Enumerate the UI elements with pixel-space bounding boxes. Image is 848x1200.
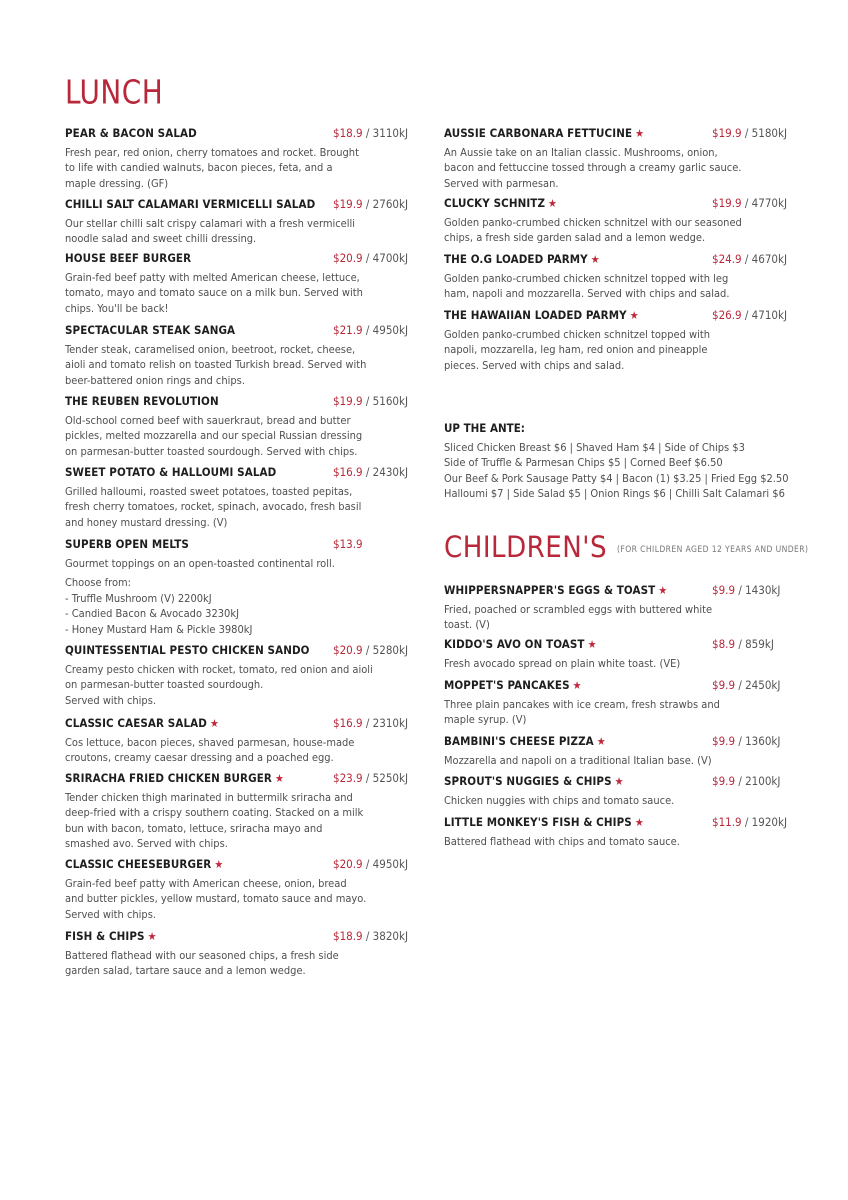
menu-item-header — [444, 815, 788, 831]
menu-item-name — [444, 196, 557, 210]
price-amount: $20.9 — [333, 643, 363, 657]
menu-item-name-text: FISH & CHIPS — [65, 929, 145, 943]
price-amount: $18.9 — [333, 929, 363, 943]
menu-item-description — [65, 556, 407, 637]
menu-item-description — [444, 753, 784, 768]
description-line: Gourmet toppings on an open-toasted continental roll. — [65, 557, 335, 570]
price-amount: $11.9 — [712, 815, 742, 829]
menu-item-price — [333, 197, 408, 211]
description-line: garden salad, tartare sauce and a lemon wedge. — [65, 964, 306, 978]
menu-item — [444, 252, 788, 302]
description-line: noodle salad and sweet chilli dressing. — [65, 232, 257, 246]
energy-kj: / 2430kJ — [362, 465, 409, 479]
menu-item — [65, 323, 407, 388]
ante-title: UP THE ANTE: — [444, 421, 525, 435]
menu-item-name — [444, 734, 606, 748]
star-icon: ★ — [587, 638, 597, 651]
menu-item — [444, 196, 788, 246]
price-amount: $21.9 — [333, 323, 363, 337]
star-icon: ★ — [590, 253, 600, 266]
menu-item-header — [65, 857, 407, 873]
menu-item-description — [65, 270, 407, 316]
star-icon: ★ — [635, 127, 645, 140]
description-line: Served with chips. — [65, 907, 156, 921]
choose-option: - Candied Bacon & Avocado 3230kJ — [65, 607, 239, 621]
star-icon: ★ — [209, 717, 219, 730]
menu-item-name — [444, 126, 644, 140]
menu-item-name — [65, 394, 219, 408]
menu-item — [65, 197, 407, 247]
description-line: to life with candied walnuts, bacon pieces, feta, and a — [65, 161, 333, 175]
description-line: Tender chicken thigh marinated in buttermilk sriracha and — [65, 791, 353, 804]
menu-item-price — [333, 537, 363, 551]
menu-item-name — [65, 929, 157, 943]
menu-item-price — [333, 323, 408, 337]
energy-kj: / 4670kJ — [741, 252, 788, 266]
description-line: chips, a fresh side garden salad and a lemon wedge. — [444, 231, 706, 245]
menu-item-name — [65, 643, 310, 657]
menu-item-name-text: MOPPET'S PANCAKES — [444, 678, 570, 692]
menu-item-description — [444, 327, 784, 373]
ante-line: Side of Truffle & Parmesan Chips $5 | Corned Beef $6.50 — [444, 456, 723, 470]
description-line: An Aussie take on an Italian classic. Mushrooms, onion, — [444, 146, 718, 159]
price-amount: $19.9 — [712, 196, 742, 210]
description-line: Golden panko-crumbed chicken schnitzel topped with leg — [444, 272, 729, 285]
description-line: toast. (V) — [444, 618, 490, 632]
menu-item — [65, 929, 407, 979]
menu-item-description — [444, 271, 784, 302]
menu-item-description — [65, 342, 407, 388]
menu-item-description — [65, 948, 407, 979]
menu-item — [65, 643, 407, 708]
menu-item-name — [65, 465, 276, 479]
price-amount: $16.9 — [333, 716, 363, 730]
menu-item-name-text: THE O.G LOADED PARMY — [444, 252, 588, 266]
energy-kj: / 4950kJ — [362, 857, 409, 871]
menu-item-header — [65, 126, 407, 142]
description-line: Battered flathead with chips and tomato sauce. — [444, 835, 680, 848]
menu-item-name-text: KIDDO'S AVO ON TOAST — [444, 637, 585, 651]
star-icon: ★ — [572, 679, 582, 692]
menu-item-name — [444, 583, 667, 597]
price-amount: $20.9 — [333, 251, 363, 265]
menu-item-header — [444, 734, 784, 750]
choose-option: Choose from: — [65, 576, 132, 590]
menu-item-description — [65, 735, 407, 766]
energy-kj: / 5280kJ — [362, 643, 409, 657]
menu-item-price — [333, 771, 408, 785]
price-amount: $19.9 — [712, 126, 742, 140]
description-line: Served with parmesan. — [444, 176, 559, 190]
menu-item — [444, 126, 788, 191]
menu-item-header — [65, 323, 407, 339]
star-icon: ★ — [614, 775, 624, 788]
price-amount: $24.9 — [712, 252, 742, 266]
menu-item-price — [712, 734, 780, 748]
description-line: smashed avo. Served with chips. — [65, 837, 228, 851]
menu-item-name — [444, 252, 600, 266]
energy-kj: / 3110kJ — [362, 126, 409, 140]
description-line: Grain-fed beef patty with melted American cheese, lettuce, — [65, 271, 360, 284]
menu-item-price — [333, 643, 408, 657]
menu-item-price — [712, 678, 780, 692]
description-line: tomato, mayo and tomato sauce on a milk bun. Served with — [65, 286, 363, 300]
price-amount: $23.9 — [333, 771, 363, 785]
energy-kj: / 1920kJ — [741, 815, 788, 829]
menu-item — [444, 774, 784, 808]
description-line: Chicken nuggies with chips and tomato sauce. — [444, 794, 675, 807]
menu-item-name — [444, 678, 582, 692]
menu-item-header — [444, 774, 784, 790]
menu-item — [65, 857, 407, 922]
energy-kj: / 4950kJ — [362, 323, 409, 337]
menu-item-name-text: QUINTESSENTIAL PESTO CHICKEN SANDO — [65, 643, 310, 657]
price-amount: $9.9 — [712, 678, 736, 692]
menu-item-header — [65, 716, 407, 732]
menu-item-name-text: WHIPPERSNAPPER'S EGGS & TOAST — [444, 583, 656, 597]
menu-item-description — [65, 216, 407, 247]
star-icon: ★ — [214, 858, 224, 871]
price-amount: $18.9 — [333, 126, 363, 140]
childrens-subtitle: (FOR CHILDREN AGED 12 YEARS AND UNDER) — [617, 545, 809, 555]
menu-item-price — [712, 583, 780, 597]
description-line: maple syrup. (V) — [444, 713, 527, 727]
childrens-title — [444, 530, 808, 564]
menu-item-header — [65, 771, 407, 787]
energy-kj: / 5250kJ — [362, 771, 409, 785]
menu-item-name-text: CLASSIC CAESAR SALAD — [65, 716, 207, 730]
description-line: Fried, poached or scrambled eggs with buttered white — [444, 603, 713, 616]
description-line: bacon and fettuccine tossed through a creamy garlic sauce. — [444, 161, 742, 175]
menu-item-name — [65, 251, 191, 265]
menu-item-header — [65, 537, 407, 553]
menu-item-description — [65, 876, 407, 922]
price-amount: $16.9 — [333, 465, 363, 479]
menu-item-name — [65, 771, 284, 785]
menu-item-name — [65, 323, 235, 337]
description-line: croutons, creamy caesar dressing and a poached egg. — [65, 751, 334, 765]
menu-item — [65, 126, 407, 191]
menu-item-description — [444, 834, 784, 849]
ante-line: Sliced Chicken Breast $6 | Shaved Ham $4 | Side of Chips $3 — [444, 441, 745, 454]
description-line: Golden panko-crumbed chicken schnitzel topped with — [444, 328, 710, 341]
menu-item-name — [444, 308, 639, 322]
menu-item-name-text: CHILLI SALT CALAMARI VERMICELLI SALAD — [65, 197, 316, 211]
description-line: Old-school corned beef with sauerkraut, bread and butter — [65, 414, 351, 427]
price-amount: $13.9 — [333, 537, 363, 551]
description-line: bun with bacon, tomato, lettuce, sriracha mayo and — [65, 821, 323, 835]
menu-item-header — [65, 394, 407, 410]
menu-item-header — [444, 678, 784, 694]
description-line: Our stellar chilli salt crispy calamari with a fresh vermicelli — [65, 217, 355, 230]
menu-item-name-text: THE HAWAIIAN LOADED PARMY — [444, 308, 627, 322]
choose-options — [65, 575, 407, 637]
menu-item-name — [444, 815, 644, 829]
star-icon: ★ — [596, 735, 606, 748]
description-line: and butter pickles, yellow mustard, tomato sauce and mayo. — [65, 892, 367, 906]
star-icon: ★ — [548, 197, 558, 210]
menu-item-price — [712, 815, 787, 829]
price-amount: $9.9 — [712, 734, 736, 748]
price-amount: $19.9 — [333, 197, 363, 211]
lunch-title: LUNCH — [65, 74, 164, 112]
energy-kj: / 4700kJ — [362, 251, 409, 265]
menu-item-name-text: SWEET POTATO & HALLOUMI SALAD — [65, 465, 277, 479]
menu-item-name — [65, 857, 223, 871]
menu-item-description — [65, 145, 407, 191]
description-line: Fresh pear, red onion, cherry tomatoes and rocket. Brought — [65, 146, 359, 159]
menu-item-header — [65, 197, 407, 213]
menu-item-price — [333, 394, 408, 408]
menu-item-description — [444, 145, 784, 191]
menu-item — [65, 537, 407, 637]
childrens-title-text: CHILDREN'S — [444, 530, 608, 564]
menu-item-header — [444, 308, 788, 324]
menu-item-name-text: BAMBINI'S CHEESE PIZZA — [444, 734, 594, 748]
description-line: Cos lettuce, bacon pieces, shaved parmesan, house-made — [65, 736, 355, 749]
menu-item-price — [333, 716, 408, 730]
menu-item-name-text: AUSSIE CARBONARA FETTUCINE — [444, 126, 633, 140]
menu-item-description — [444, 602, 784, 633]
description-line: chips. You'll be back! — [65, 301, 169, 315]
ante-lines — [444, 440, 789, 502]
ante-line: Halloumi $7 | Side Salad $5 | Onion Rings $6 | Chilli Salt Calamari $6 — [444, 487, 785, 501]
star-icon: ★ — [629, 309, 639, 322]
description-line: on parmesan-butter toasted sourdough. Served with chips. — [65, 444, 358, 458]
menu-item-description — [444, 793, 784, 808]
menu-item-header — [444, 637, 784, 653]
description-line: aioli and tomato relish on toasted Turkish bread. Served with — [65, 358, 367, 372]
description-line: Battered flathead with our seasoned chips, a fresh side — [65, 949, 339, 962]
menu-item-description — [65, 662, 407, 708]
energy-kj: / 1430kJ — [735, 583, 781, 597]
description-line: napoli, mozzarella, leg ham, red onion and pineapple — [444, 343, 708, 357]
energy-kj: / 3820kJ — [362, 929, 409, 943]
menu-item-name — [65, 126, 197, 140]
menu-item-price — [712, 774, 780, 788]
menu-item-name — [444, 774, 624, 788]
menu-item-name-text: SPECTACULAR STEAK SANGA — [65, 323, 236, 337]
ante-line: Our Beef & Pork Sausage Patty $4 | Bacon (1) $3.25 | Fried Egg $2.50 — [444, 471, 789, 485]
description-line: Grain-fed beef patty with American cheese, onion, bread — [65, 877, 347, 890]
star-icon: ★ — [634, 816, 644, 829]
menu-item-name-text: CLASSIC CHEESEBURGER — [65, 857, 212, 871]
menu-item-name-text: SRIRACHA FRIED CHICKEN BURGER — [65, 771, 272, 785]
description-line: deep-fried with a crispy southern coating. Stacked on a milk — [65, 806, 364, 820]
menu-item-name-text: HOUSE BEEF BURGER — [65, 251, 192, 265]
menu-item — [444, 583, 784, 633]
menu-item-price — [712, 308, 787, 322]
menu-item — [444, 734, 784, 768]
menu-item-name — [65, 537, 189, 551]
description-line: beer-battered onion rings and chips. — [65, 373, 245, 387]
menu-item — [444, 678, 784, 728]
energy-kj: / 2100kJ — [735, 774, 781, 788]
description-line: fresh cherry tomatoes, rocket, spinach, avocado, fresh basil — [65, 500, 362, 514]
energy-kj: / 4710kJ — [741, 308, 788, 322]
description-line: Fresh avocado spread on plain white toast. (VE) — [444, 657, 681, 670]
menu-item — [444, 637, 784, 671]
menu-item-name — [65, 197, 315, 211]
menu-item-header — [444, 196, 788, 212]
description-line: Grilled halloumi, roasted sweet potatoes, toasted pepitas, — [65, 485, 353, 498]
menu-item-header — [65, 929, 407, 945]
energy-kj: / 5160kJ — [362, 394, 409, 408]
menu-item-price — [712, 196, 787, 210]
menu-item-name — [65, 716, 219, 730]
menu-item-header — [65, 643, 407, 659]
menu-item-name-text: SUPERB OPEN MELTS — [65, 537, 189, 551]
menu-item-description — [444, 697, 784, 728]
description-line: Mozzarella and napoli on a traditional Italian base. (V) — [444, 754, 712, 767]
menu-item-price — [333, 465, 408, 479]
menu-item — [65, 465, 407, 530]
menu-item-price — [333, 857, 408, 871]
menu-item-description — [65, 484, 407, 530]
menu-item — [65, 251, 407, 316]
star-icon: ★ — [658, 584, 668, 597]
menu-item-price — [333, 929, 408, 943]
up-the-ante — [444, 421, 789, 502]
price-amount: $26.9 — [712, 308, 742, 322]
energy-kj: / 4770kJ — [741, 196, 788, 210]
price-amount: $20.9 — [333, 857, 363, 871]
menu-item-price — [712, 637, 774, 651]
energy-kj: / 2450kJ — [735, 678, 781, 692]
menu-item-name-text: PEAR & BACON SALAD — [65, 126, 197, 140]
price-amount: $19.9 — [333, 394, 363, 408]
menu-item-price — [712, 252, 787, 266]
price-amount: $8.9 — [712, 637, 736, 651]
description-line: on parmesan-butter toasted sourdough. — [65, 678, 264, 692]
description-line: and honey mustard dressing. (V) — [65, 515, 228, 529]
description-line: pieces. Served with chips and salad. — [444, 358, 625, 372]
description-line: Tender steak, caramelised onion, beetroot, rocket, cheese, — [65, 343, 356, 356]
energy-kj: / 2310kJ — [362, 716, 409, 730]
menu-item-description — [65, 790, 407, 852]
energy-kj: / 5180kJ — [741, 126, 788, 140]
menu-item-header — [444, 252, 788, 268]
description-line: maple dressing. (GF) — [65, 176, 169, 190]
menu-item — [444, 308, 788, 373]
menu-item-header — [444, 126, 788, 142]
menu-item — [444, 815, 788, 849]
menu-item-price — [712, 126, 787, 140]
menu-item-price — [333, 126, 408, 140]
description-line: Golden panko-crumbed chicken schnitzel with our seasoned — [444, 216, 742, 229]
menu-item-description — [65, 413, 407, 459]
choose-option: - Truffle Mushroom (V) 2200kJ — [65, 591, 212, 605]
menu-item-name-text: LITTLE MONKEY'S FISH & CHIPS — [444, 815, 632, 829]
description-line: Served with chips. — [65, 693, 156, 707]
menu-item-name-text: THE REUBEN REVOLUTION — [65, 394, 219, 408]
menu-item-name — [444, 637, 597, 651]
energy-kj: / 2760kJ — [362, 197, 409, 211]
menu-item — [65, 771, 407, 852]
price-amount: $9.9 — [712, 583, 736, 597]
menu-item — [65, 716, 407, 766]
menu-item-header — [65, 251, 407, 267]
menu-item-description — [444, 656, 784, 671]
choose-option: - Honey Mustard Ham & Pickle 3980kJ — [65, 622, 253, 636]
price-amount: $9.9 — [712, 774, 736, 788]
menu-item-name-text: CLUCKY SCHNITZ — [444, 196, 546, 210]
menu-item-price — [333, 251, 408, 265]
description-line: ham, napoli and mozzarella. Served with chips and salad. — [444, 287, 730, 301]
menu-item-header — [65, 465, 407, 481]
star-icon: ★ — [274, 772, 284, 785]
description-line: Three plain pancakes with ice cream, fresh strawbs and — [444, 698, 720, 711]
description-line: Creamy pesto chicken with rocket, tomato, red onion and aioli — [65, 663, 373, 676]
menu-item-name-text: SPROUT'S NUGGIES & CHIPS — [444, 774, 612, 788]
menu-item-description — [444, 215, 784, 246]
menu-item-header — [444, 583, 784, 599]
star-icon: ★ — [147, 930, 157, 943]
menu-item — [65, 394, 407, 459]
description-line: pickles, melted mozzarella and our special Russian dressing — [65, 429, 363, 443]
energy-kj: / 859kJ — [735, 637, 774, 651]
energy-kj: / 1360kJ — [735, 734, 781, 748]
